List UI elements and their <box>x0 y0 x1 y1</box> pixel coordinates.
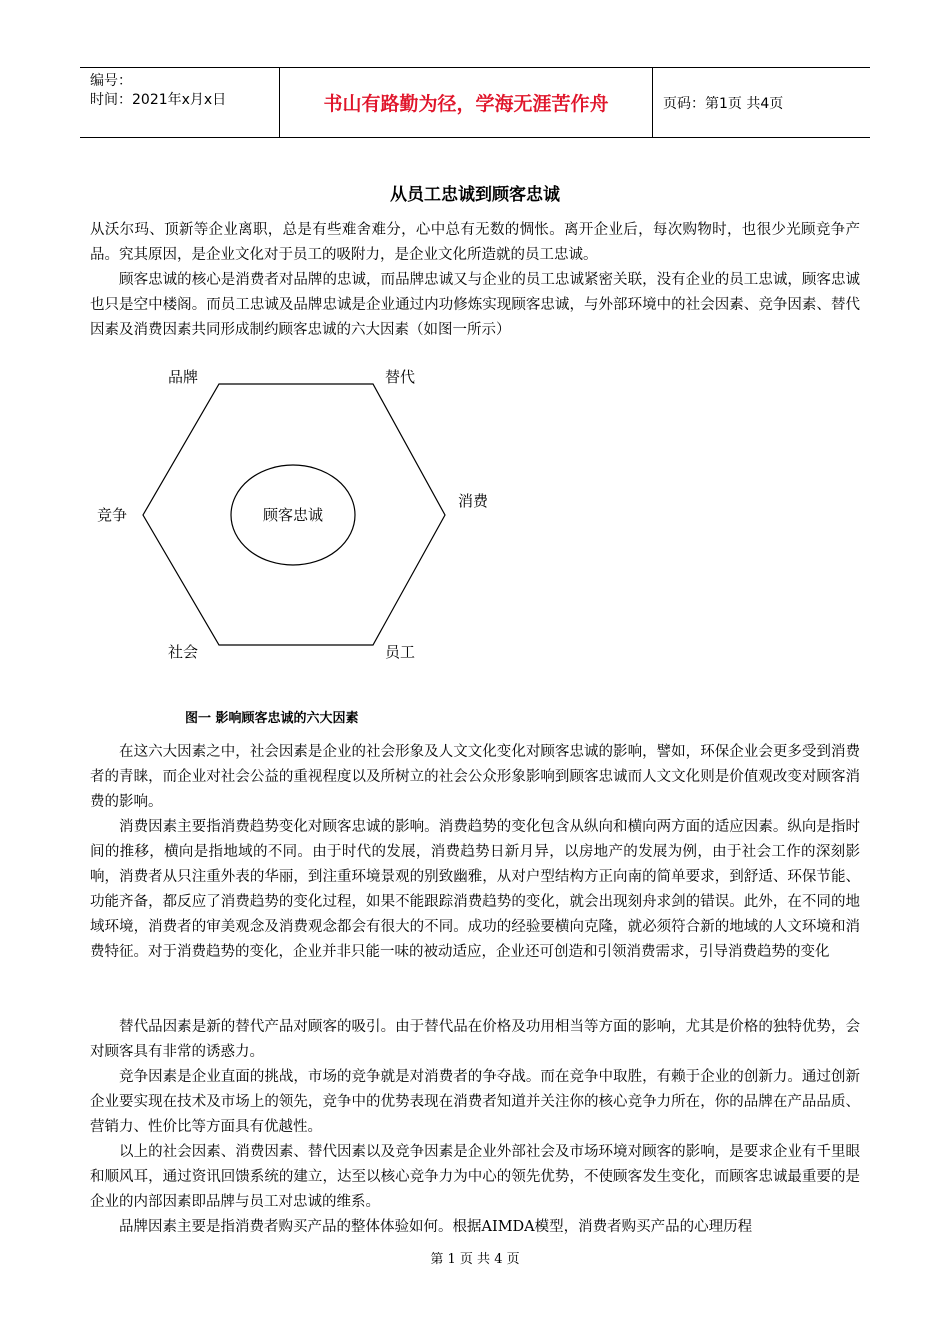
label-brand: 品牌 <box>167 368 199 386</box>
label-society: 社会 <box>167 643 199 661</box>
figure-caption: 图一 影响顾客忠诚的六大因素 <box>185 711 359 726</box>
paragraph-3: 在这六大因素之中，社会因素是企业的社会形象及人文文化变化对顾客忠诚的影响，譬如，环保企业会更多受到消费者的青睐，而企业对社会公益的重视程度以及所树立的社会公众形象影响到顾客忠诚而人文文化则是价值观改变对顾客消费的影响。 <box>90 744 860 810</box>
date-label: 时间：2021年x月x日 <box>90 92 227 108</box>
page-title: 从员工忠诚到顾客忠诚 <box>390 185 560 205</box>
label-employee: 员工 <box>384 643 416 661</box>
document-header <box>80 67 870 138</box>
number-label: 编号： <box>90 73 132 89</box>
paragraph-2: 顾客忠诚的核心是消费者对品牌的忠诚，而品牌忠诚又与企业的员工忠诚紧密关联，没有企业的员工忠诚，顾客忠诚也只是空中楼阁。而员工忠诚及品牌忠诚是企业通过内功修炼实现顾客忠诚，与外部环境中的社会因素、竞争因素、替代因素及消费因素共同形成制约顾客忠诚的六大因素（如图一所示） <box>90 272 860 338</box>
six-factors-diagram <box>80 360 520 680</box>
paragraph-6: 竞争因素是企业直面的挑战，市场的竞争就是对消费者的争夺战。而在竞争中取胜，有赖于企业的创新力。通过创新企业要实现在技术及市场上的领先，竞争中的优势表现在消费者知道并关注你的核心竞争力所在，你的品牌在产品品质、营销力、性价比等方面具有优越性。 <box>90 1069 860 1135</box>
header-page-info: 页码：第1页 共4页 <box>663 95 784 112</box>
paragraph-1: 从沃尔玛、顶新等企业离职，总是有些难舍难分，心中总有无数的惆怅。离开企业后，每次购物时，也很少光顾竞争产品。究其原因，是企业文化对于员工的吸附力，是企业文化所造就的员工忠诚。 <box>90 222 860 263</box>
label-competition: 竞争 <box>96 506 128 524</box>
label-substitute: 替代 <box>384 368 416 386</box>
header-motto: 书山有路勤为径，学海无涯苦作舟 <box>280 68 653 137</box>
center-label: 顾客忠诚 <box>262 506 324 524</box>
paragraph-4: 消费因素主要指消费趋势变化对顾客忠诚的影响。消费趋势的变化包含从纵向和横向两方面的适应因素。纵向是指时间的推移，横向是指地域的不同。由于时代的发展，消费趋势日新月异，以房地产的发展为例，由于社会工作的深刻影响，消费者从只注重外表的华丽，到注重环境景观的别致幽雅，从对户型结构方正向南的简单要求，到舒适、环保节能、功能齐备，都反应了消费趋势的变化过程，如果不能跟踪消费趋势的变化，就会出现刻舟求剑的错误。此外，在不同的地域环境，消费者的审美观念及消费观念都会有很大的不同。成功的经验要横向克隆，就必须符合新的地域的人文环境和消费特征。对于消费趋势的变化，企业并非只能一味的被动适应，企业还可创造和引领消费需求，引导消费趋势的变化 <box>90 819 860 960</box>
page-footer: 第 1 页 共 4 页 <box>430 1252 520 1267</box>
label-consumption: 消费 <box>457 492 489 510</box>
header-meta <box>80 68 280 137</box>
paragraph-8: 品牌因素主要是指消费者购买产品的整体体验如何。根据AIMDA模型，消费者购买产品的心理历程 <box>90 1219 753 1235</box>
paragraph-7: 以上的社会因素、消费因素、替代因素以及竞争因素是企业外部社会及市场环境对顾客的影响，是要求企业有千里眼和顺风耳，通过资讯回馈系统的建立，达至以核心竞争力为中心的领先优势，不使顾客发生变化，而顾客忠诚最重要的是企业的内部因素即品牌与员工对忠诚的维系。 <box>90 1144 860 1210</box>
paragraph-5: 替代品因素是新的替代产品对顾客的吸引。由于替代品在价格及功用相当等方面的影响，尤其是价格的独特优势，会对顾客具有非常的诱惑力。 <box>90 1019 860 1060</box>
